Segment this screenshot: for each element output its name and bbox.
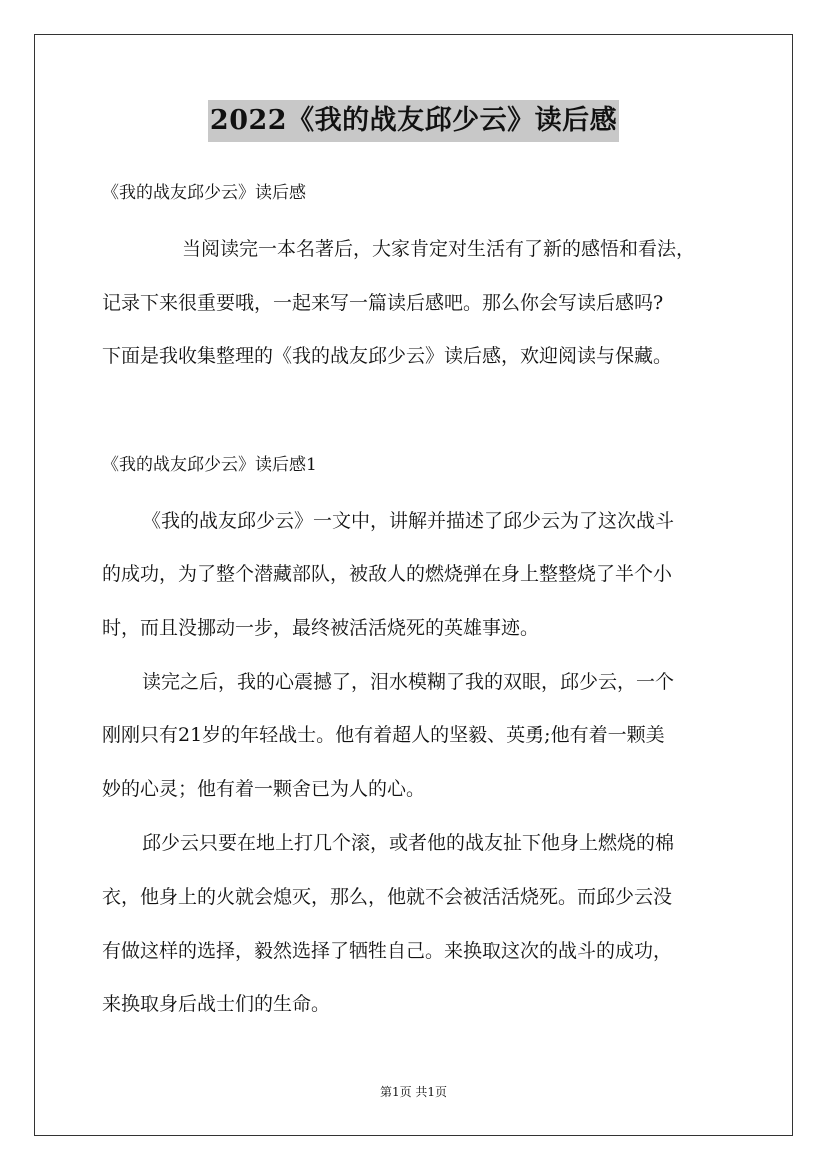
body-line-7: 邱少云只要在地上打几个滚，或者他的战友扯下他身上燃烧的棉 <box>142 832 675 854</box>
body-line-2: 的成功，为了整个潜藏部队，被敌人的燃烧弹在身上整整烧了半个小 <box>102 563 673 585</box>
title-wrap <box>0 100 827 142</box>
intro-line-1: 当阅读完一本名著后，大家肯定对生活有了新的感悟和看法， <box>182 238 696 260</box>
body-line-3: 时，而且没挪动一步，最终被活活烧死的英雄事迹。 <box>102 617 540 639</box>
body-line-9: 有做这样的选择，毅然选择了牺牲自己。来换取这次的战斗的成功， <box>102 940 673 962</box>
body-line-1: 《我的战友邱少云》一文中，讲解并描述了邱少云为了这次战斗 <box>142 510 675 532</box>
body-line-4: 读完之后，我的心震撼了，泪水模糊了我的双眼，邱少云，一个 <box>142 671 675 693</box>
page-footer: 第1页 共1页 <box>379 1085 448 1099</box>
body-line-5: 刚刚只有21岁的年轻战士。他有着超人的坚毅、英勇;他有着一颗美 <box>102 724 665 746</box>
intro-line-2: 记录下来很重要哦，一起来写一篇读后感吧。那么你会写读后感吗? <box>102 292 664 314</box>
section-heading: 《我的战友邱少云》读后感1 <box>102 455 317 475</box>
body-line-10: 来换取身后战士们的生命。 <box>102 993 331 1015</box>
body-line-8: 衣，他身上的火就会熄灭，那么，他就不会被活活烧死。而邱少云没 <box>102 886 673 908</box>
body-line-6: 妙的心灵；他有着一颗舍已为人的心。 <box>102 778 426 800</box>
document-title: 2022《我的战友邱少云》读后感 <box>208 100 619 142</box>
intro-line-3: 下面是我收集整理的《我的战友邱少云》读后感，欢迎阅读与保藏。 <box>102 345 673 367</box>
document-subtitle: 《我的战友邱少云》读后感 <box>102 183 306 203</box>
